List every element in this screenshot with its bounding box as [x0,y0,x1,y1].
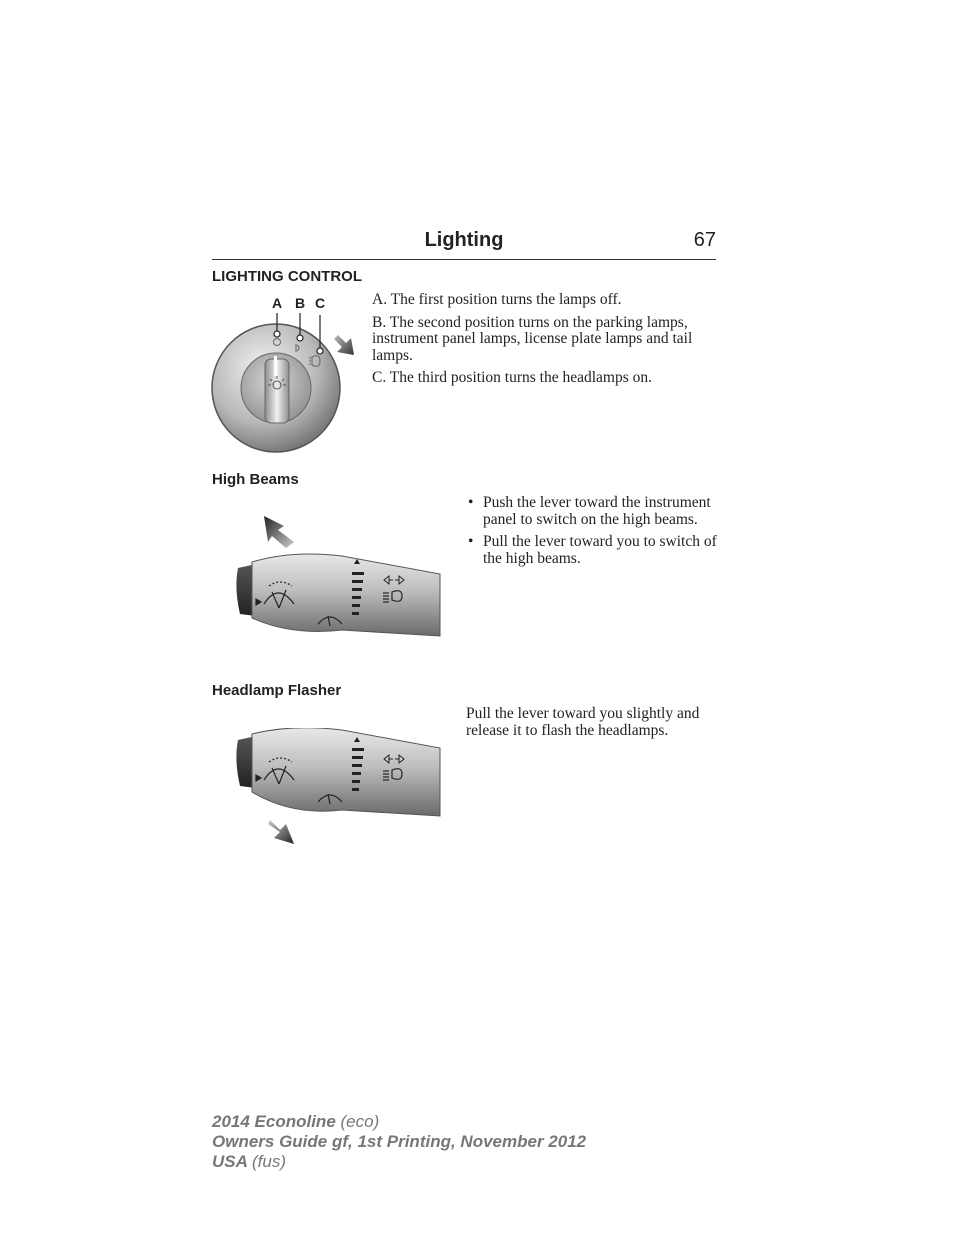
headlamp-switch-figure [210,293,362,455]
high-beams-heading: High Beams [212,471,299,488]
pull-direction-arrow-icon [268,820,294,844]
footer-market-code: (fus) [252,1152,286,1171]
position-a-marker [274,331,280,337]
footer-market-line [212,1152,586,1172]
high-beams-bullets [466,495,720,567]
bullet-push-lever: • Push the lever toward the instrument panel to switch on the high beams. [466,495,720,528]
label-a: A [272,295,283,311]
page-header [212,229,716,260]
push-direction-arrow-icon [264,516,294,548]
position-b-marker [297,335,303,341]
footer-model-code: (eco) [340,1112,380,1131]
paragraph-flash-headlamps: Pull the lever toward you slightly and release it to flash the headlamps. [466,705,700,739]
high-beams-lever-figure [232,512,444,642]
lighting-control-heading: LIGHTING CONTROL [212,268,362,285]
label-b: B [295,295,306,311]
headlamp-flasher-heading: Headlamp Flasher [212,682,342,699]
footer-market: USA [212,1152,248,1171]
page-footer [212,1112,586,1172]
headlamp-flasher-text [466,706,720,745]
paragraph-position-a: A. The first position turns the lamps off. [372,291,622,308]
rotate-direction-arrow-icon [334,335,354,355]
dial-pointer [274,356,277,376]
footer-model: 2014 Econoline [212,1112,336,1131]
headlamp-flasher-lever-figure [232,728,444,848]
lever-body[interactable] [252,554,440,636]
high-beams-text [466,495,720,573]
page-number: 67 [693,229,716,251]
paragraph-position-b: B. The second position turns on the parking lamps, instrument panel lamps, license plate lamps and tail lamps. [372,313,693,364]
bullet-pull-lever: • Pull the lever toward you to switch of the high beams. [466,534,720,567]
lever-body[interactable] [252,728,440,816]
footer-guide-line: Owners Guide gf, 1st Printing, November 2012 [212,1132,587,1151]
footer-model-line [212,1112,586,1132]
paragraph-position-c: C. The third position turns the headlamps on. [372,369,652,386]
page-title: Lighting [424,229,504,251]
position-c-marker [317,348,323,354]
label-c: C [315,295,326,311]
lighting-control-text [372,292,717,393]
